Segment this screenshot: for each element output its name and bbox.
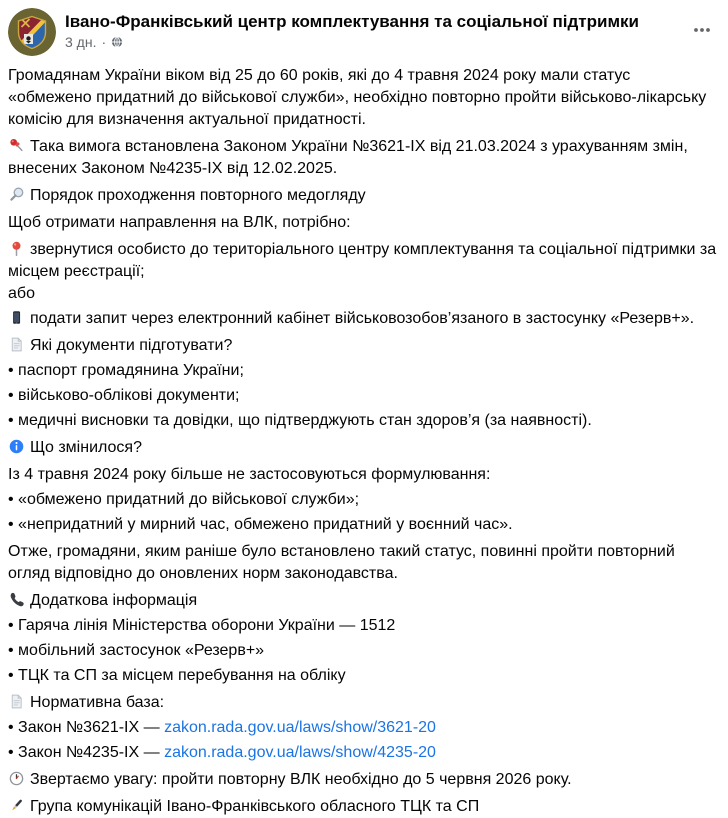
three-dots-icon — [692, 27, 712, 44]
intro-paragraph: Громадянам України віком від 25 до 60 років, які до 4 травня 2024 року мали статус «обмежено придатний до військової служби», необхідно повторно пройти військово-лікарську комісію для визначення актуальної придатності. — [8, 67, 707, 128]
pen-icon — [8, 797, 25, 814]
document-list-item: • військово-облікові документи; — [8, 387, 240, 404]
military-emblem-icon — [8, 43, 56, 56]
procedure-heading — [8, 185, 718, 207]
clock-icon — [8, 770, 25, 787]
law-requirement-text: Така вимога встановлена Законом України №3621-IX від 21.03.2024 з урахуванням змін, внесених Законом №4235-IX від 12.02.2025. — [8, 138, 688, 177]
changes-list-item: • «непридатний у мирний час, обмежено придатний у воєнний час». — [8, 516, 513, 533]
contact-heading-text: Додаткова інформація — [30, 592, 198, 609]
option-app-text: подати запит через електронний кабінет військовозобов’язаного в застосунку «Резерв+». — [30, 310, 695, 327]
avatar[interactable] — [8, 8, 56, 56]
changes-heading — [8, 437, 718, 459]
option-in-person-paragraph — [8, 239, 718, 283]
or-line: або — [8, 285, 35, 302]
post-header — [0, 0, 728, 56]
pushpin-icon — [8, 137, 25, 154]
changes-heading-text: Що змінилося? — [30, 439, 142, 456]
option-app-paragraph — [8, 308, 718, 330]
vlk-intro-paragraph: Щоб отримати направлення на ВЛК, потрібно: — [8, 214, 351, 231]
law-link-item — [8, 742, 718, 764]
signature-text: Група комунікацій Івано-Франківського обласного ТЦК та СП — [30, 798, 480, 815]
page-title[interactable]: Івано-Франківський центр комплектування та соціальної підтримки — [65, 12, 639, 31]
contact-list-item: • мобільний застосунок «Резерв+» — [8, 642, 265, 659]
round-pushpin-icon — [8, 240, 25, 257]
info-icon — [8, 438, 25, 455]
contact-list-item: • Гаряча лінія Міністерства оборони України — 1512 — [8, 617, 396, 634]
page-icon — [8, 336, 25, 353]
post-body — [0, 56, 728, 818]
procedure-heading-text: Порядок проходження повторного медогляду — [30, 187, 366, 204]
changes-list-item: • «обмежено придатний до військової служби»; — [8, 491, 360, 508]
legal-heading-text: Нормативна база: — [30, 694, 165, 711]
meta-separator: · — [101, 34, 107, 50]
law-link-prefix: • Закон №3621-IX — — [8, 719, 165, 736]
page-icon — [8, 693, 25, 710]
deadline-paragraph — [8, 769, 718, 791]
deadline-text: Звертаємо увагу: пройти повторну ВЛК необхідно до 5 червня 2026 року. — [30, 771, 572, 788]
law-link-item — [8, 717, 718, 739]
documents-heading-text: Які документи підготувати? — [30, 337, 233, 354]
signature-paragraph — [8, 796, 718, 818]
document-list-item: • медичні висновки та довідки, що підтверджують стан здоров’я (за наявності). — [8, 412, 592, 429]
post-menu-button[interactable] — [690, 14, 714, 51]
legal-heading — [8, 692, 718, 714]
option-in-person-text: звернутися особисто до територіального центру комплектування та соціальної підтримки за місцем реєстрації; — [8, 241, 717, 280]
post-timestamp[interactable]: 3 дн. — [65, 34, 97, 50]
magnifier-icon — [8, 186, 25, 203]
changes-intro-paragraph: Із 4 травня 2024 року більше не застосовуються формулювання: — [8, 466, 491, 483]
law-link[interactable]: zakon.rada.gov.ua/laws/show/4235-20 — [164, 744, 436, 761]
law-link-prefix: • Закон №4235-IX — — [8, 744, 165, 761]
telephone-receiver-icon — [8, 591, 25, 608]
header-text — [65, 8, 690, 50]
mobile-phone-icon — [8, 309, 25, 326]
globe-icon — [111, 36, 123, 48]
document-list-item: • паспорт громадянина України; — [8, 362, 244, 379]
contact-heading — [8, 590, 718, 612]
contact-list-item: • ТЦК та СП за місцем перебування на обліку — [8, 667, 346, 684]
documents-heading — [8, 335, 718, 357]
law-requirement-paragraph — [8, 136, 718, 180]
post-meta — [65, 34, 690, 50]
conclusion-paragraph: Отже, громадяни, яким раніше було встановлено такий статус, повинні пройти повторний огляд відповідно до оновлених норм законодавства. — [8, 543, 675, 582]
law-link[interactable]: zakon.rada.gov.ua/laws/show/3621-20 — [164, 719, 436, 736]
